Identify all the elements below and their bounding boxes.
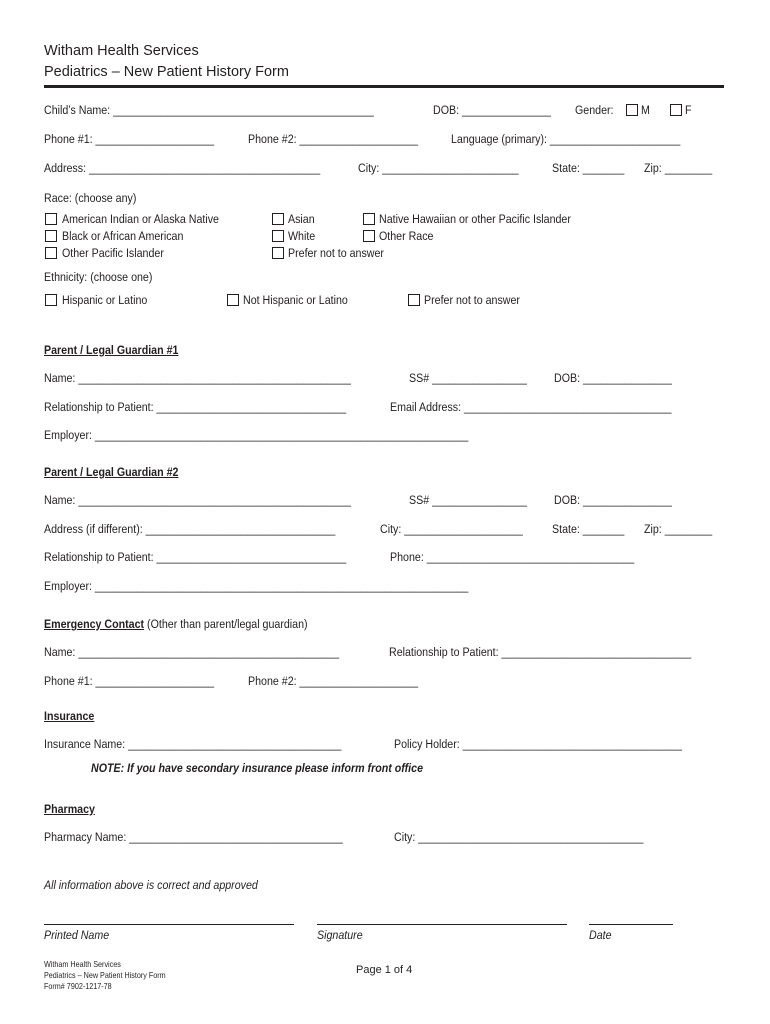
ethnicity-label: Ethnicity: (choose one) [44, 270, 153, 284]
printed-name-line[interactable] [44, 924, 294, 925]
guardian1-name-field[interactable]: Name: ______________________________________________ [44, 371, 351, 385]
race-checkbox-white[interactable] [272, 230, 284, 242]
pharmacy-city-field[interactable]: City: ______________________________________ [394, 830, 644, 844]
guardian1-employer-field[interactable]: Employer: _______________________________________________________________ [44, 428, 469, 442]
ethnicity-checkbox-not-hispanic[interactable] [227, 294, 239, 306]
guardian1-section-title: Parent / Legal Guardian #1 [44, 343, 179, 357]
form-title: Pediatrics – New Patient History Form [44, 64, 289, 80]
race-option-label: Other Pacific Islander [62, 246, 164, 260]
emergency-phone2-field[interactable]: Phone #2: ____________________ [248, 674, 419, 688]
race-checkbox-other[interactable] [363, 230, 375, 242]
page-number: Page 1 of 4 [356, 964, 413, 976]
guardian2-name-field[interactable]: Name: ______________________________________________ [44, 493, 351, 507]
race-option-label: Asian [288, 212, 315, 226]
ethnicity-option-label: Prefer not to answer [424, 293, 520, 307]
child-state-field[interactable]: State: _______ [552, 161, 625, 175]
insurance-section-title: Insurance [44, 709, 95, 723]
signature-line[interactable] [317, 924, 567, 925]
race-label: Race: (choose any) [44, 191, 137, 205]
guardian2-address-field[interactable]: Address (if different): ________________________________ [44, 522, 336, 536]
gender-label: Gender: [575, 103, 614, 117]
guardian1-ss-field[interactable]: SS# ________________ [409, 371, 527, 385]
emergency-name-field[interactable]: Name: ____________________________________________ [44, 645, 340, 659]
race-checkbox-asian[interactable] [272, 213, 284, 225]
guardian2-state-field[interactable]: State: _______ [552, 522, 625, 536]
child-phone1-field[interactable]: Phone #1: ____________________ [44, 132, 215, 146]
signature-label: Signature [317, 928, 363, 942]
race-option-label: American Indian or Alaska Native [62, 212, 219, 226]
language-field[interactable]: Language (primary): ______________________ [451, 132, 681, 146]
guardian2-ss-field[interactable]: SS# ________________ [409, 493, 527, 507]
gender-m-label: M [641, 103, 650, 117]
footer-form-number: Form# 7902-1217-78 [44, 981, 112, 991]
race-checkbox-native-hawaiian[interactable] [363, 213, 375, 225]
guardian2-phone-field[interactable]: Phone: ___________________________________ [390, 550, 635, 564]
race-checkbox-american-indian[interactable] [45, 213, 57, 225]
guardian1-relationship-field[interactable]: Relationship to Patient: ________________________________ [44, 400, 347, 414]
race-option-label: Other Race [379, 229, 434, 243]
footer-org: Witham Health Services [44, 959, 121, 969]
emergency-relationship-field[interactable]: Relationship to Patient: ________________________________ [389, 645, 692, 659]
gender-f-label: F [685, 103, 692, 117]
ethnicity-option-label: Hispanic or Latino [62, 293, 148, 307]
race-checkbox-pacific-islander[interactable] [45, 247, 57, 259]
policy-holder-field[interactable]: Policy Holder: _____________________________________ [394, 737, 682, 751]
printed-name-label: Printed Name [44, 928, 110, 942]
guardian2-relationship-field[interactable]: Relationship to Patient: ________________________________ [44, 550, 347, 564]
child-dob-field[interactable]: DOB: _______________ [433, 103, 551, 117]
ethnicity-checkbox-prefer-not[interactable] [408, 294, 420, 306]
emergency-section-subtitle: (Other than parent/legal guardian) [144, 617, 308, 631]
guardian2-dob-field[interactable]: DOB: _______________ [554, 493, 672, 507]
pharmacy-section-title: Pharmacy [44, 802, 95, 816]
race-option-label: Native Hawaiian or other Pacific Islander [379, 212, 571, 226]
guardian1-dob-field[interactable]: DOB: _______________ [554, 371, 672, 385]
gender-m-checkbox[interactable] [626, 104, 638, 116]
header-rule [44, 85, 724, 88]
child-city-field[interactable]: City: _______________________ [358, 161, 519, 175]
insurance-note: NOTE: If you have secondary insurance please inform front office [91, 761, 424, 775]
child-phone2-field[interactable]: Phone #2: ____________________ [248, 132, 419, 146]
ethnicity-option-label: Not Hispanic or Latino [243, 293, 348, 307]
gender-f-checkbox[interactable] [670, 104, 682, 116]
race-option-label: Prefer not to answer [288, 246, 384, 260]
ethnicity-checkbox-hispanic[interactable] [45, 294, 57, 306]
race-checkbox-prefer-not[interactable] [272, 247, 284, 259]
org-name: Witham Health Services [44, 43, 199, 59]
child-name-field[interactable]: Child’s Name: ____________________________________________ [44, 103, 374, 117]
pharmacy-name-field[interactable]: Pharmacy Name: ____________________________________ [44, 830, 343, 844]
footer-form-title: Pediatrics – New Patient History Form [44, 970, 166, 980]
emergency-phone1-field[interactable]: Phone #1: ____________________ [44, 674, 215, 688]
date-label: Date [589, 928, 612, 942]
emergency-section-title: Emergency Contact [44, 617, 145, 631]
race-option-label: Black or African American [62, 229, 184, 243]
guardian2-city-field[interactable]: City: ____________________ [380, 522, 523, 536]
insurance-name-field[interactable]: Insurance Name: ____________________________________ [44, 737, 342, 751]
race-checkbox-black[interactable] [45, 230, 57, 242]
date-line[interactable] [589, 924, 673, 925]
attestation-statement: All information above is correct and approved [44, 878, 258, 892]
race-option-label: White [288, 229, 316, 243]
child-zip-field[interactable]: Zip: ________ [644, 161, 713, 175]
guardian2-section-title: Parent / Legal Guardian #2 [44, 465, 179, 479]
emergency-section-header [44, 617, 308, 631]
guardian1-email-field[interactable]: Email Address: ___________________________________ [390, 400, 672, 414]
guardian2-employer-field[interactable]: Employer: _______________________________________________________________ [44, 579, 469, 593]
child-address-field[interactable]: Address: _______________________________________ [44, 161, 321, 175]
guardian2-zip-field[interactable]: Zip: ________ [644, 522, 713, 536]
